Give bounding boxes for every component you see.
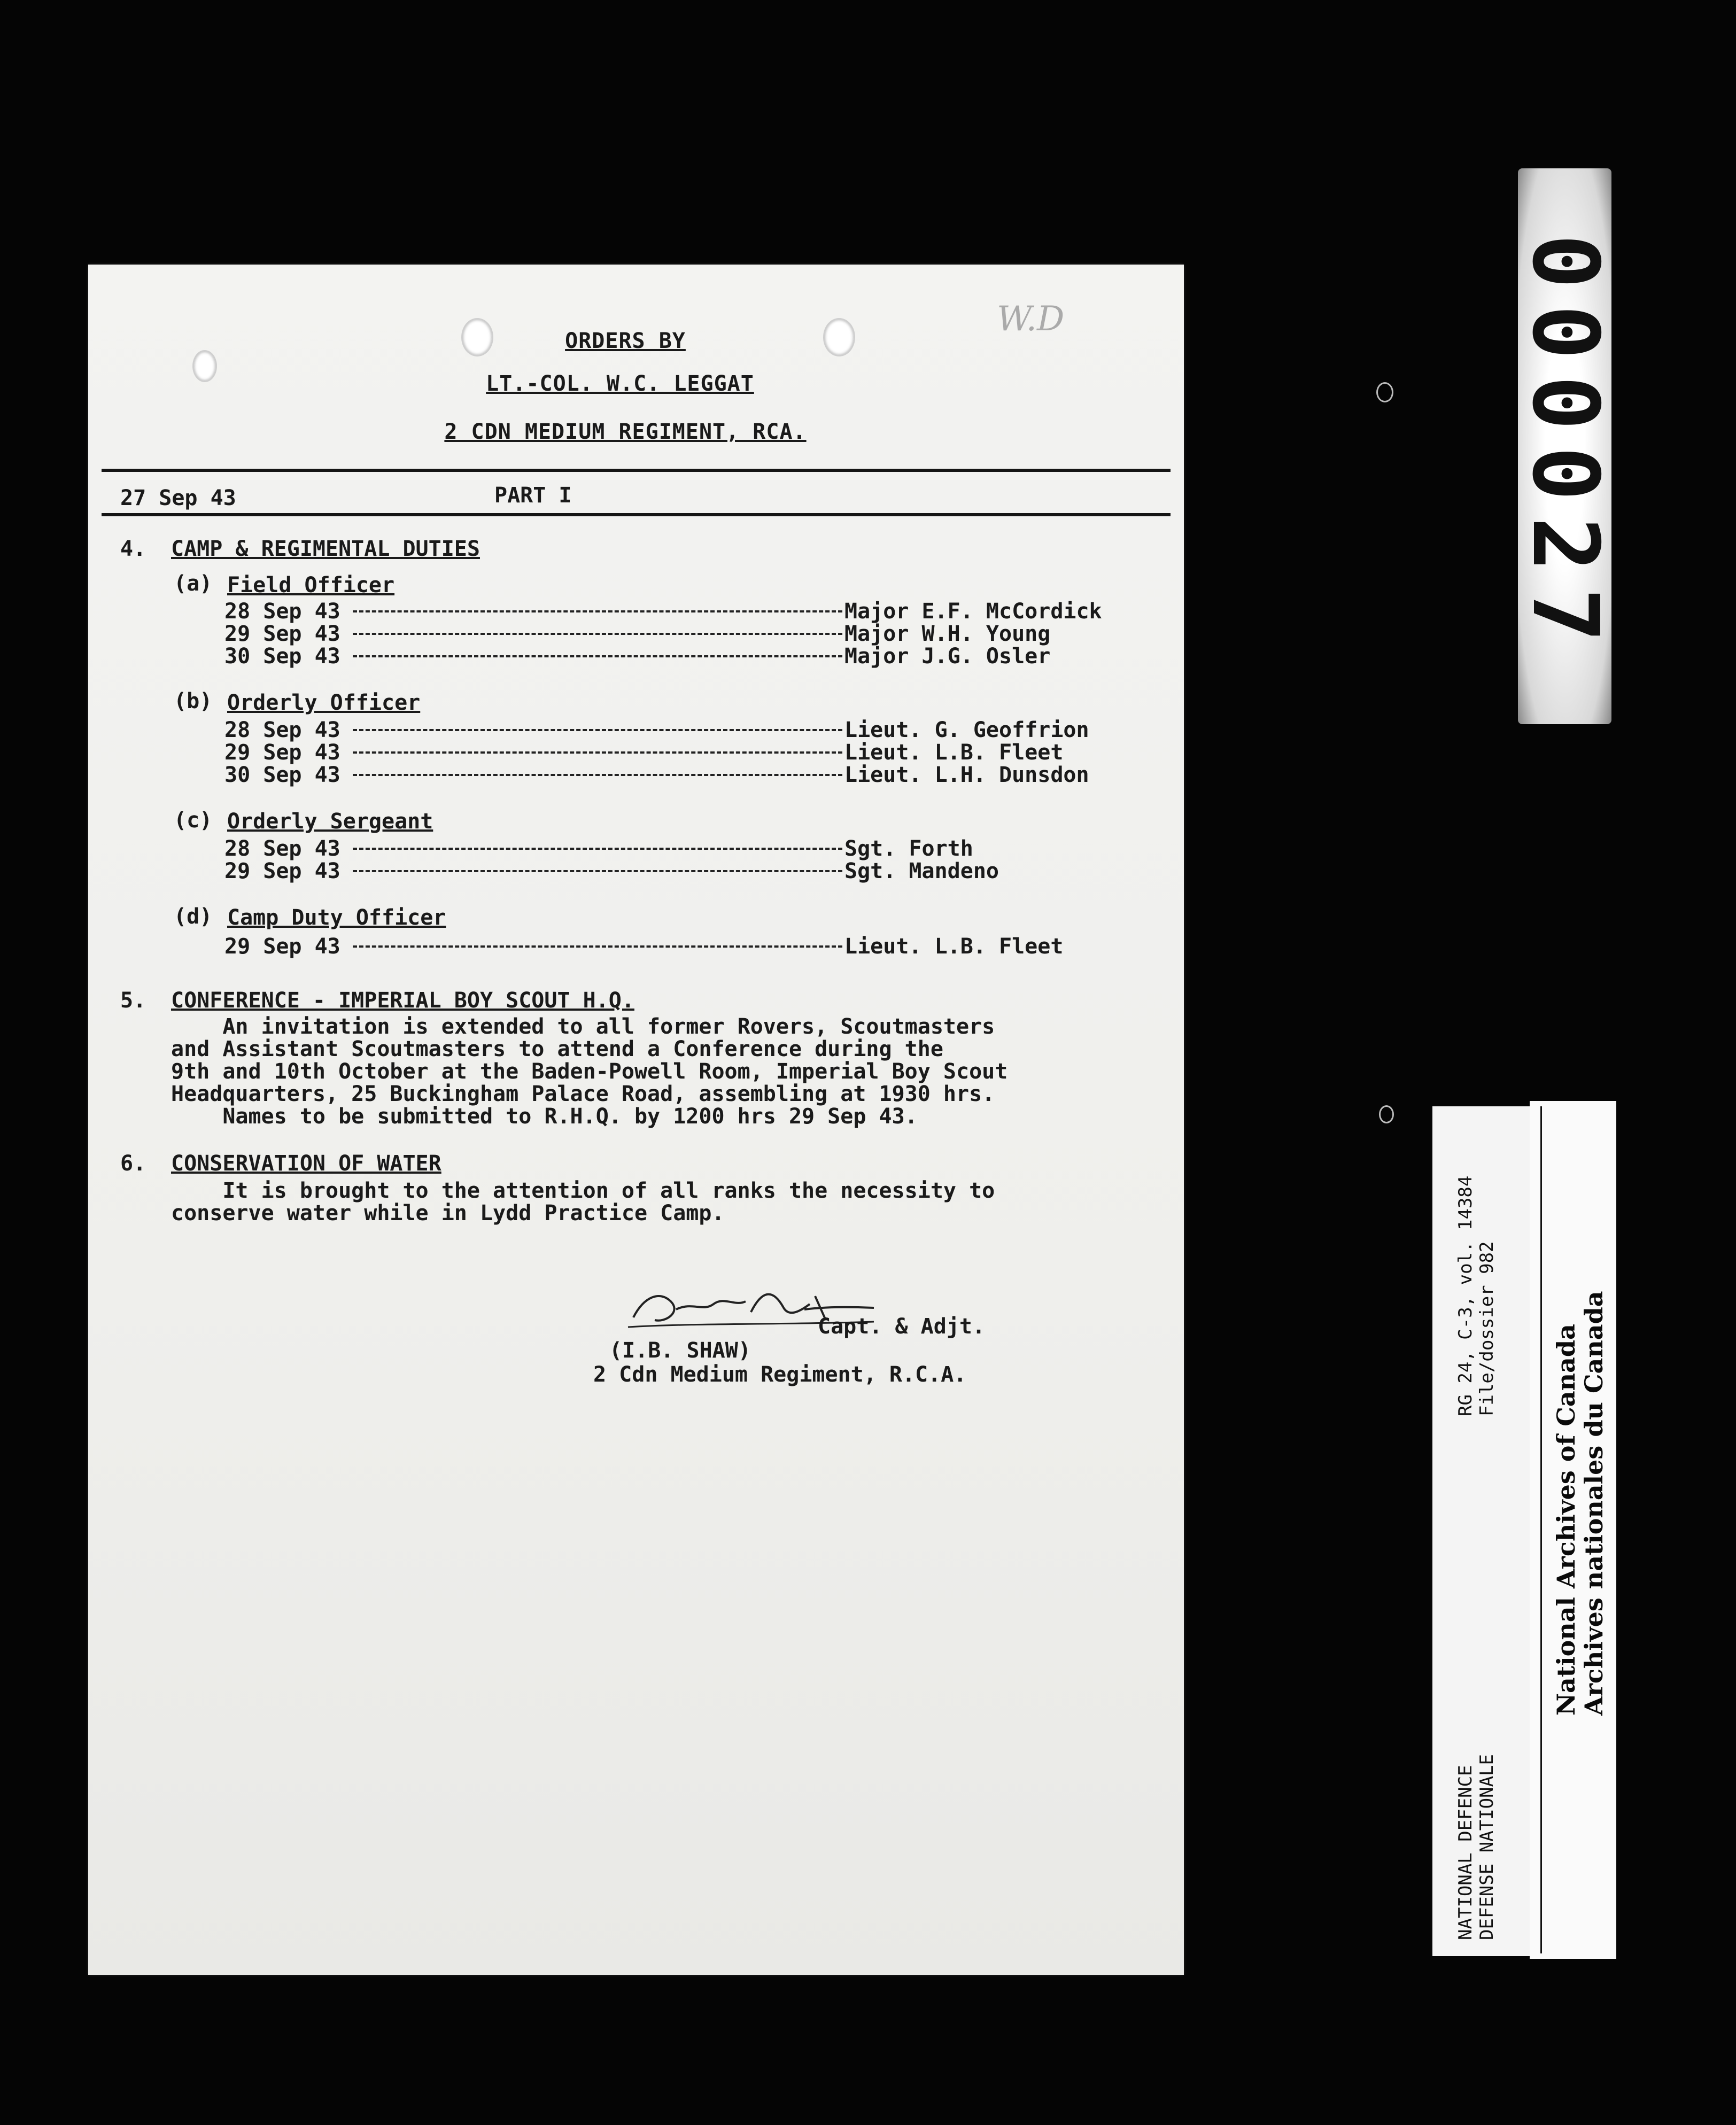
section6-line: It is brought to the attention of all ranks the necessity to	[171, 1178, 995, 1203]
order-date: 27 Sep 43	[120, 486, 236, 510]
sub-c-label: (c)	[174, 808, 213, 833]
sub-d-label: (d)	[174, 904, 213, 929]
sub-d-title: Camp Duty Officer	[227, 905, 446, 930]
duty-row: 29 Sep 43 Major W.H. Young	[224, 622, 1051, 646]
section4-title: CAMP & REGIMENTAL DUTIES	[171, 537, 480, 561]
section5-line: Names to be submitted to R.H.Q. by 1200 hrs 29 Sep 43.	[171, 1104, 918, 1129]
signature-title: Capt. & Adjt.	[818, 1314, 986, 1339]
part-label: PART I	[494, 483, 572, 508]
archive-reference-tag	[1432, 1106, 1537, 1956]
sub-c-title: Orderly Sergeant	[227, 809, 433, 834]
duty-row: 30 Sep 43 Major J.G. Osler	[224, 644, 1051, 669]
tag-divider	[1540, 1106, 1542, 1953]
duty-row: 29 Sep 43 Lieut. L.B. Fleet	[224, 934, 1064, 959]
section5-title: CONFERENCE - IMPERIAL BOY SCOUT H.Q.	[171, 988, 634, 1013]
sub-a-title: Field Officer	[227, 573, 395, 598]
archives-en: National Archives of Canada	[1552, 1324, 1580, 1716]
section5-line: An invitation is extended to all former Rovers, Scoutmasters	[171, 1014, 995, 1039]
stray-mark	[1379, 1105, 1394, 1123]
bottom-rule	[102, 513, 1171, 516]
section4-number: 4.	[120, 537, 146, 561]
frame-counter-digits: 000027	[1512, 234, 1618, 659]
section6-line: conserve water while in Lydd Practice Camp.	[171, 1201, 725, 1226]
duty-row: 29 Sep 43 Lieut. L.B. Fleet	[224, 740, 1064, 765]
duty-row: 28 Sep 43 Lieut. G. Geoffrion	[224, 718, 1089, 742]
file-dossier-ref: File/dossier 982	[1476, 1241, 1498, 1416]
duty-row: 29 Sep 43 Sgt. Mandeno	[224, 859, 999, 883]
signature-unit: 2 Cdn Medium Regiment, R.C.A.	[593, 1362, 967, 1387]
section5-number: 5.	[120, 988, 146, 1013]
sub-b-title: Orderly Officer	[227, 691, 421, 715]
archives-fr: Archives nationales du Canada	[1579, 1291, 1608, 1716]
header-orders-by: ORDERS BY	[565, 329, 686, 353]
frame-counter-label	[1512, 168, 1618, 724]
department-en: NATIONAL DEFENCE	[1455, 1765, 1476, 1940]
duty-row: 30 Sep 43 Lieut. L.H. Dunsdon	[224, 763, 1089, 787]
stray-mark	[1376, 382, 1393, 402]
header-commander: LT.-COL. W.C. LEGGAT	[486, 371, 754, 396]
department-fr: DEFENSE NATIONALE	[1476, 1754, 1498, 1940]
header-unit: 2 CDN MEDIUM REGIMENT, RCA.	[444, 420, 807, 444]
duty-row: 28 Sep 43 Sgt. Forth	[224, 836, 973, 861]
sub-a-label: (a)	[174, 571, 213, 596]
section6-title: CONSERVATION OF WATER	[171, 1151, 441, 1176]
signature-name: (I.B. SHAW)	[609, 1338, 751, 1363]
national-archives-tag	[1530, 1101, 1616, 1959]
top-rule	[102, 469, 1171, 472]
duty-row: 28 Sep 43 Major E.F. McCordick	[224, 599, 1102, 624]
document-sheet	[88, 265, 1184, 1975]
section5-line: and Assistant Scoutmasters to attend a Conference during the	[171, 1037, 943, 1061]
margin-note: W.D	[997, 299, 1065, 339]
record-group-ref: RG 24, C-3, vol. 14384	[1455, 1175, 1476, 1416]
section5-line: Headquarters, 25 Buckingham Palace Road, assembling at 1930 hrs.	[171, 1082, 995, 1106]
section5-line: 9th and 10th October at the Baden-Powell Room, Imperial Boy Scout	[171, 1059, 1008, 1084]
sub-b-label: (b)	[174, 689, 213, 713]
section6-number: 6.	[120, 1151, 146, 1176]
